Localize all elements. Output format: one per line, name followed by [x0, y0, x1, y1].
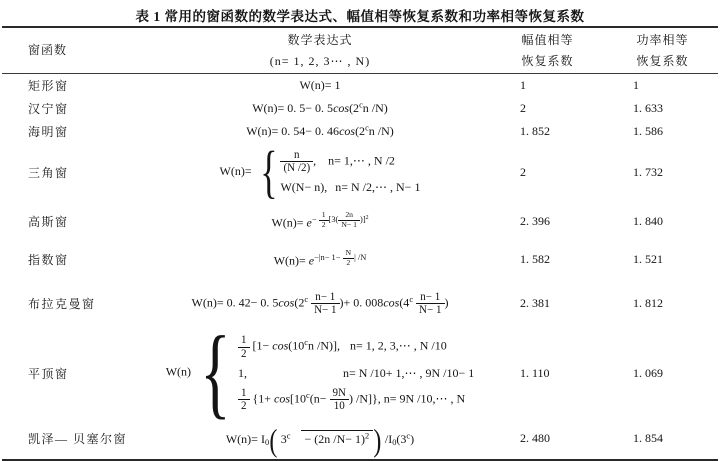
numerator: n: [294, 149, 300, 162]
sqrt-overline: − (2n /N− 1)$^2$: [301, 430, 374, 447]
power-coefficient-cell: 1. 732: [633, 164, 663, 179]
superscript: c: [304, 294, 309, 304]
piecewise-cases: { $\frac{n}{(N /2)}$ , n= 1,⋯ , N /2 W(N− n), n= N /2,⋯ , N− 1: [259, 139, 421, 205]
numerator: n− 1: [420, 290, 441, 303]
amplitude-coefficient-cell: 1. 852: [520, 124, 550, 139]
subscript: 0: [264, 438, 270, 448]
window-name: 高斯窗: [28, 214, 69, 229]
table-row: [0, 139, 720, 205]
amplitude-coefficient-cell: 1. 110: [520, 365, 550, 380]
formula-cell: W(n)= 1: [299, 78, 341, 93]
case-row: $\frac{1}{2}$ [$1- \cos(10^cn$ /N)], n= 1, 2, 3,⋯ , N /10: [238, 331, 474, 362]
window-name: 指数窗: [28, 252, 69, 267]
amplitude-coefficient-cell: 2. 480: [520, 431, 550, 446]
window-name: 布拉克曼窗: [28, 296, 96, 311]
formula-cell: W(n)= 0. 5− 0. 5cos(2$^c$n /N): [252, 100, 388, 116]
denominator: 2: [319, 220, 329, 230]
italic-symbol: cos: [333, 101, 350, 116]
power-coefficient-cell: 1. 812: [633, 295, 663, 310]
italic-symbol: e: [306, 215, 312, 230]
formula-cell: W(n)= { $\frac{n}{(N /2)}$ , n= 1,⋯ , N /2 W(N− n), n= N /2,⋯ , N− 1: [219, 139, 421, 205]
numerator: 2n: [345, 210, 354, 220]
superscript: c: [304, 338, 308, 348]
amplitude-coefficient-cell: 1. 582: [520, 251, 550, 266]
case-row: $\frac{n}{(N /2)}$ , n= 1,⋯ , N /2: [280, 146, 420, 177]
subscript: 0: [392, 438, 397, 448]
formula-cell: W(n)= 0. 42− 0. 5cos(2$^c$ $\frac{n- 1}{N- 1}$ )+ 0. 008cos(4$^c$ $\frac{n- 1}{N- 1}$ ): [191, 290, 449, 316]
numerator: 9N: [332, 386, 346, 399]
window-name: 凯泽— 贝塞尔窗: [28, 432, 128, 447]
fraction: [343, 249, 355, 267]
numerator: 1: [321, 210, 326, 220]
table-row: [0, 74, 720, 97]
fraction: [319, 211, 329, 229]
fraction: [280, 149, 313, 174]
superscript: 2: [365, 431, 370, 441]
window-name: 汉宁窗: [28, 102, 69, 117]
header-expression-line2: (n= 1, 2, 3⋯ , N): [269, 53, 371, 68]
numerator: 1: [240, 334, 247, 347]
denominator: 2: [238, 347, 250, 360]
superscript: c: [286, 431, 291, 441]
numerator: N: [345, 248, 352, 258]
case-row: W(N− n), n= N /2,⋯ , N− 1: [280, 180, 421, 195]
superscript: c: [306, 390, 310, 400]
superscript: −|n− 1− N 2 | /N: [314, 248, 367, 267]
window-name: 平顶窗: [28, 366, 69, 381]
header-power-line1: 功率相等: [636, 32, 689, 47]
power-coefficient-cell: 1. 840: [633, 213, 663, 228]
table-row: [0, 97, 720, 120]
power-coefficient-cell: 1. 854: [633, 431, 663, 446]
fraction: [238, 334, 250, 359]
table-row: [0, 316, 720, 430]
denominator: N− 1: [338, 220, 360, 230]
table-header: [0, 28, 720, 73]
amplitude-coefficient-cell: 1: [520, 78, 526, 93]
numerator: n− 1: [315, 290, 336, 303]
denominator: N− 1: [416, 303, 444, 316]
superscript: − 1 2 [3( 2n N− 1 )]2: [311, 210, 369, 229]
table-body: [0, 74, 720, 459]
numerator: 1: [240, 386, 247, 399]
table-row: [0, 241, 720, 277]
header-expression-line1: 数学表达式: [287, 32, 353, 47]
superscript: c: [359, 100, 363, 110]
italic-symbol: cos: [272, 338, 289, 353]
window-name: 矩形窗: [28, 79, 69, 94]
formula-cell: W(n)= 0. 54− 0. 46cos(2$^c$n /N): [246, 123, 394, 139]
superscript: c: [409, 294, 414, 304]
italic-symbol: cos: [383, 294, 400, 309]
header-power-coefficient: [605, 30, 720, 72]
header-expression: [150, 30, 490, 72]
superscript: c: [406, 431, 411, 441]
italic-symbol: cos: [274, 391, 291, 406]
table-row: [0, 417, 720, 459]
amplitude-coefficient-cell: 2: [520, 101, 526, 116]
header-amplitude-line1: 幅值相等: [521, 32, 574, 47]
fraction: [238, 387, 250, 412]
amplitude-coefficient-cell: 2. 396: [520, 213, 550, 228]
fraction: [311, 291, 339, 316]
window-name: 海明窗: [28, 125, 69, 140]
fraction: [416, 291, 444, 316]
header-amplitude-coefficient: [490, 30, 605, 72]
fraction: [330, 387, 349, 412]
formula-cell: W(n) { $\frac{1}{2}$ [$1- \cos(10^cn$ /N)], n= 1, 2, 3,⋯ , N /10 1, n= N /10+ 1,⋯ , 9N /10− 1 $\frac{1}{2}$ {$1+ \cos[10^c(n-$ $\frac{9N}{10}$ ) /N]}, n= 9N /10,⋯ , N: [165, 316, 475, 430]
italic-symbol: cos: [278, 294, 295, 309]
table-title: 表 1 常用的窗函数的数学表达式、幅值相等恢复系数和功率相等恢复系数: [135, 9, 585, 24]
power-coefficient-cell: 1. 069: [633, 365, 663, 380]
denominator: (N /2): [280, 161, 313, 174]
case-row: 1, n= N /10+ 1,⋯ , 9N /10− 1: [237, 365, 475, 380]
header-window-function: 窗函数: [28, 43, 68, 57]
case-row: $\frac{1}{2}$ {$1+ \cos[10^c(n-$ $\frac{9N}{10}$ ) /N]}, n= 9N /10,⋯ , N: [238, 384, 474, 415]
superscript: c: [365, 123, 369, 133]
header-amplitude-line2: 恢复系数: [521, 53, 574, 68]
denominator: 2: [343, 258, 355, 268]
italic-symbol: e: [308, 253, 315, 268]
power-coefficient-cell: 1: [633, 78, 639, 93]
formula-cell: $W(n)= e^{-|n- 1- \frac{N}{2} | /N}$: [273, 248, 367, 268]
header-power-line2: 恢复系数: [636, 53, 689, 68]
denominator: 10: [330, 399, 349, 412]
power-coefficient-cell: 1. 521: [633, 251, 663, 266]
italic-symbol: cos: [339, 124, 356, 139]
amplitude-coefficient-cell: 2. 381: [520, 295, 550, 310]
power-coefficient-cell: 1. 633: [633, 101, 663, 116]
table-row: [0, 201, 720, 241]
case-rows: [280, 146, 420, 198]
power-coefficient-cell: 1. 586: [633, 124, 663, 139]
denominator: N− 1: [311, 303, 339, 316]
fraction: [338, 211, 360, 229]
denominator: 2: [238, 399, 250, 412]
superscript: 2: [365, 215, 369, 222]
piecewise-cases: { $\frac{1}{2}$ [$1- \cos(10^cn$ /N)], n= 1, 2, 3,⋯ , N /10 1, n= N /10+ 1,⋯ , 9N /10− 1 $\frac{1}{2}$ {$1+ \cos[10^c(n-$ $\frac{9N}{10}$ ) /N]}, n= 9N /10,⋯ , N: [200, 316, 475, 430]
table-row: [0, 120, 720, 143]
formula-cell: $W(n)= I_0$( $3^c - (2n$ /N− 1)$^2$ ) $/I_0(3^c)$: [225, 422, 415, 459]
amplitude-coefficient-cell: 2: [520, 164, 526, 179]
window-name: 三角窗: [28, 165, 69, 180]
table-row: [0, 277, 720, 329]
formula-cell: $W(n)= e^{- \frac{1}{2} [3( \frac{2n}{N- 1} )]^2}$: [271, 210, 369, 230]
case-rows: [238, 331, 474, 415]
